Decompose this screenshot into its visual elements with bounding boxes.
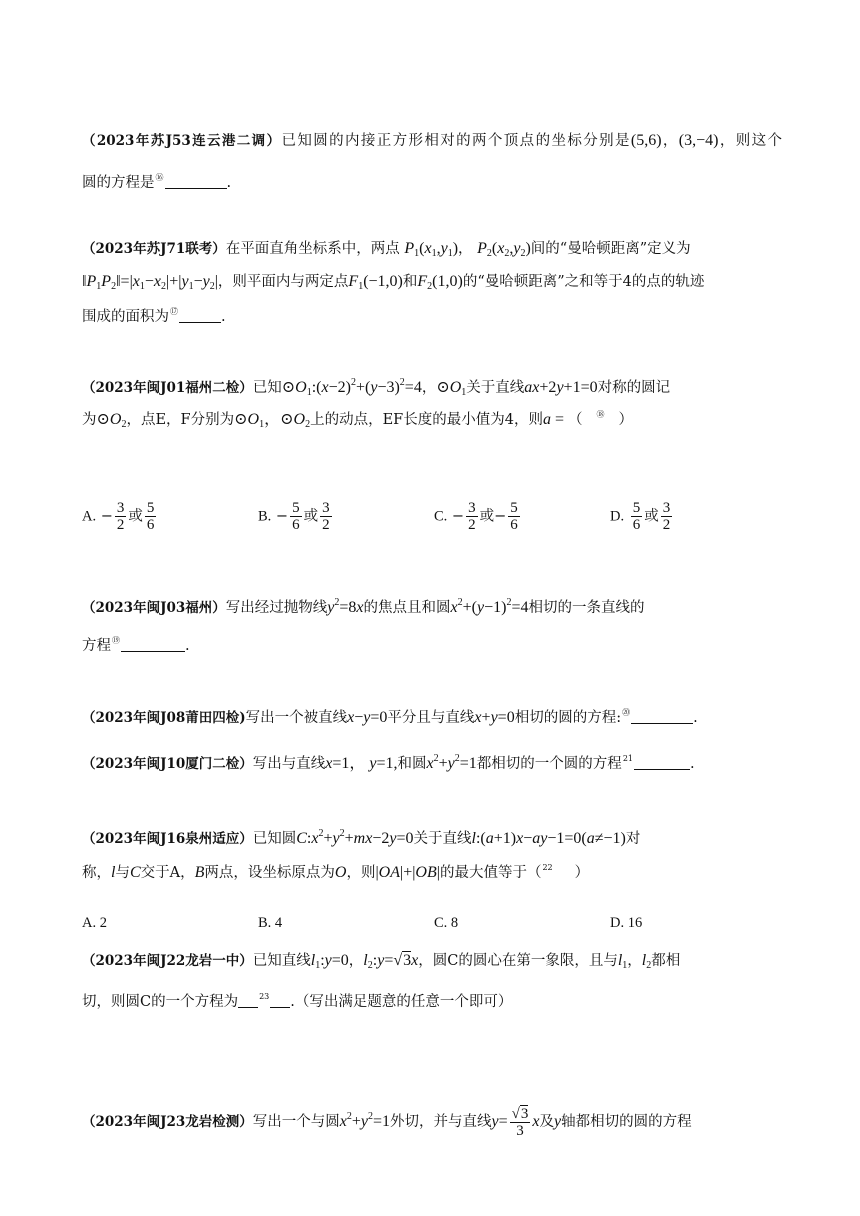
- problem-text: 在平面直角坐标系中，两点: [225, 241, 400, 257]
- math-expression: a: [542, 411, 551, 428]
- footnote-marker: ⑱: [596, 410, 605, 419]
- problem-text: 写出经过抛物线: [225, 600, 328, 616]
- punctuation: .: [221, 309, 226, 325]
- fraction: $\frac{3}{2}$: [116, 500, 125, 533]
- math-expression: x+y=0: [474, 709, 515, 726]
- problem-text: 围成的面积为: [82, 309, 169, 325]
- problem-text: 写出一个与圆: [252, 1114, 340, 1131]
- fraction: $\frac{5}{6}$: [146, 500, 155, 533]
- fraction: $\frac{3}{2}$: [468, 500, 476, 533]
- math-expression: ax+2y+1=0: [524, 379, 598, 396]
- fraction: $\frac{5}{6}$: [292, 500, 300, 533]
- problem-text: ，圆C的圆心在第一象限，且与: [418, 953, 618, 969]
- punctuation: ）: [618, 412, 633, 428]
- problem-text: 都相: [651, 953, 681, 969]
- problem-19-line-1: [82, 592, 782, 619]
- math-expression: y: [554, 1113, 562, 1131]
- math-expression: y= $\frac{√3}{3}$ x: [491, 1106, 540, 1139]
- math-expression: x=1， y=1,: [325, 755, 398, 772]
- math-expression: C: [129, 864, 141, 881]
- math-expression: $F_2(1,0)$: [417, 273, 463, 292]
- answer-blank: [179, 308, 221, 323]
- problem-19-line-2: [82, 630, 782, 657]
- problem-17-line-1: （2023年苏J71联考）在平面直角坐标系中，两点 $P_1(x_1,y_1)$， $P_2(x_2,y_2)$间的“曼哈顿距离”定义为: [82, 240, 691, 259]
- fraction: $\frac{5}{6}$: [510, 500, 518, 533]
- fraction: $\frac{5}{6}$: [632, 500, 641, 533]
- answer-blank: [238, 993, 258, 1008]
- math-expression: $(x_2,y_2)$: [491, 240, 531, 259]
- math-point: (3,−4): [678, 132, 719, 149]
- option-label: D.: [610, 508, 625, 525]
- problem-source: （2023年闽J03福州）: [82, 600, 226, 616]
- option-label: C.: [434, 508, 448, 525]
- problem-text: 相切的一条直线的: [528, 600, 645, 616]
- option-or: 或: [479, 508, 495, 525]
- answer-blank: [631, 709, 693, 724]
- problem-text: 已知直线: [252, 953, 311, 969]
- math-expression: $l_2$: [641, 952, 652, 971]
- problem-text: 外切，并与直线: [390, 1114, 492, 1131]
- problem-text: 已知圆的内接正方形相对的两个顶点的坐标分别是: [281, 133, 631, 149]
- answer-blank: [121, 637, 185, 652]
- problem-text: 对: [625, 831, 641, 847]
- problem-text: 写出与直线: [252, 756, 326, 772]
- punctuation: ）: [574, 865, 590, 881]
- problem-text: 轴都相切的圆的方程: [561, 1114, 692, 1131]
- math-expression: $l_1:y=0$: [310, 952, 349, 971]
- math-expression: $⊙O_1$: [436, 379, 467, 398]
- problem-17-line-3: [82, 301, 782, 328]
- problem-text: 切，则圆C的一个方程为: [82, 994, 239, 1010]
- punctuation: .: [690, 756, 695, 772]
- problem-source: （2023年闽J22龙岩一中）: [82, 953, 253, 969]
- problem-text: 和圆: [397, 756, 427, 772]
- option-label: B. 4: [258, 915, 283, 931]
- problem-text: ，则: [346, 865, 376, 881]
- problem-text: 写出一个被直线: [245, 710, 348, 726]
- problem-21-line-1: [82, 748, 782, 775]
- math-expression: $C:x^2+y^2+mx-2y=0$: [296, 828, 414, 847]
- footnote-marker: 22: [542, 863, 553, 872]
- option-label: C. 8: [434, 915, 459, 931]
- math-expression: $l_2:y=√3x$: [363, 952, 419, 971]
- option-d[interactable]: [610, 912, 642, 934]
- problem-source: （2023年闽J23龙岩检测）: [82, 1114, 253, 1131]
- option-or: 或: [644, 508, 659, 525]
- punctuation: （: [567, 412, 583, 428]
- problem-source: （2023年苏J71联考）: [82, 241, 226, 257]
- problem-text: 和: [402, 274, 418, 290]
- problem-text: 已知: [252, 380, 282, 396]
- problem-23-line-2: [82, 986, 782, 1013]
- problem-18-line-1: [82, 372, 782, 404]
- option-sign: −: [451, 508, 465, 525]
- problem-text: 间的“曼哈顿距离”定义为: [530, 241, 691, 257]
- problem-24-line-1: [82, 1106, 782, 1139]
- problem-text: 两点，设坐标原点为: [204, 865, 335, 881]
- option-label: D. 16: [610, 915, 643, 931]
- option-b[interactable]: [258, 912, 282, 934]
- problem-source: （2023年闽J01福州二检）: [82, 380, 253, 396]
- math-expression: $P_2$: [477, 240, 492, 259]
- problem-text: 的焦点且和圆: [363, 600, 451, 616]
- problem-text: 称，: [82, 865, 111, 881]
- option-sign: −: [275, 508, 289, 525]
- problem-text: 上的动点，EF长度的最小值为4，则: [310, 412, 543, 428]
- math-expression: O: [334, 864, 347, 881]
- footnote-marker: 23: [259, 992, 270, 1001]
- problem-text: 方程: [82, 638, 111, 654]
- option-c[interactable]: [434, 912, 458, 934]
- math-expression: $x^2+(y-1)^2=4$: [450, 597, 529, 616]
- problem-16-line-1: [82, 130, 782, 152]
- problem-text: ，则平面内与两定点: [217, 274, 349, 290]
- problem-text: 对称的圆记: [597, 380, 671, 396]
- math-expression: $P_1$: [404, 240, 420, 259]
- answer-blank: [165, 174, 227, 189]
- problem-text: .（写出满足题意的任意一个即可）: [290, 994, 513, 1010]
- option-or: 或: [128, 508, 143, 525]
- option-label: A.: [82, 508, 97, 525]
- math-expression: $F_1(-1,0)$: [348, 273, 403, 292]
- option-sign: −: [100, 508, 113, 525]
- problem-text: 关于直线: [466, 380, 525, 396]
- problem-text: ，则这个: [718, 133, 783, 149]
- problem-text: 的“曼哈顿距离”之和等于4的点的轨迹: [462, 274, 705, 290]
- fraction: $\frac{3}{2}$: [662, 500, 671, 533]
- problem-22-line-1: [82, 823, 782, 850]
- problem-text: 的最大值等于（: [439, 865, 542, 881]
- math-expression: $y^2=8x$: [327, 597, 364, 616]
- punctuation: ，: [661, 133, 679, 149]
- punctuation: .: [185, 638, 190, 654]
- footnote-marker: ⑯: [155, 173, 164, 182]
- punctuation: .: [226, 175, 232, 191]
- answer-blank: [634, 755, 690, 770]
- problem-text: 圆的方程是: [82, 175, 155, 191]
- problem-23-line-1: [82, 950, 782, 977]
- option-or: 或: [303, 508, 319, 525]
- problem-text: 平分且与直线: [387, 710, 475, 726]
- problem-text: 及: [539, 1114, 555, 1131]
- option-d[interactable]: [610, 500, 674, 533]
- problem-18-line-2: 为$⊙O_2$，点E，F分别为$⊙O_1$，$⊙O_2$上的动点，EF长度的最小值为4，则a = （ ⑱ ）: [82, 410, 633, 430]
- problem-source: （2023年闽J08莆田四检): [82, 710, 246, 726]
- option-label: A. 2: [82, 915, 107, 931]
- problem-text: 都相切的一个圆的方程: [476, 756, 622, 772]
- math-expression: $x^2+y^2=1$: [339, 1111, 391, 1131]
- footnote-marker: ⑰: [170, 307, 178, 316]
- punctuation: .: [693, 710, 698, 726]
- punctuation: ，: [627, 953, 642, 969]
- problem-text: ，点E，F分别为: [126, 412, 235, 428]
- punctuation: ，: [421, 380, 437, 396]
- option-c[interactable]: [434, 500, 522, 533]
- problem-text: 与: [115, 865, 130, 881]
- problem-22-line-2: [82, 857, 782, 884]
- problem-text: 相切的圆的方程:: [514, 710, 622, 726]
- option-label: B.: [258, 508, 272, 525]
- footnote-marker: ⑲: [112, 636, 120, 645]
- math-expression: $‖P_1P_2‖=|x_1-x_2|+|y_1-y_2|$: [82, 273, 218, 292]
- fraction: $\frac{3}{2}$: [322, 500, 330, 533]
- option-a[interactable]: [82, 500, 158, 533]
- answer-blank: [270, 993, 290, 1008]
- option-a[interactable]: [82, 912, 107, 934]
- math-expression: l: [111, 864, 116, 881]
- math-expression: $⊙O_1$，$⊙O_2$: [234, 411, 311, 430]
- math-expression: $⊙O_2$: [96, 411, 127, 430]
- problem-text: 关于直线: [413, 831, 472, 847]
- math-expression: B: [194, 864, 205, 881]
- problem-source: （2023年闽J16泉州适应）: [82, 831, 253, 847]
- math-expression: $x^2+y^2=1$: [426, 753, 477, 772]
- problem-text: 交于A，: [140, 865, 195, 881]
- math-expression: |OA|+|OB|: [375, 864, 440, 881]
- math-expression: $⊙O_1:(x-2)^2+(y-3)^2=4$: [281, 377, 422, 398]
- problem-20-line-1: [82, 702, 782, 729]
- problem-text: 为: [82, 412, 97, 428]
- math-expression: $l_1$: [617, 952, 628, 971]
- problem-16-line-2: [82, 167, 782, 194]
- footnote-marker: 21: [622, 754, 633, 763]
- punctuation: ，: [348, 953, 364, 969]
- problem-source: （2023年苏J53连云港二调）: [82, 133, 282, 149]
- option-sign: −: [494, 508, 507, 525]
- math-expression: x−y=0: [347, 709, 388, 726]
- math-expression: l:(a+1)x−ay−1=0(a≠−1): [471, 830, 626, 847]
- problem-text: 已知圆: [252, 831, 297, 847]
- math-expression: $(x_1,y_1)$: [419, 240, 459, 259]
- math-point: (5,6): [630, 132, 662, 149]
- problem-source: （2023年闽J10厦门二检）: [82, 756, 253, 772]
- problem-17-line-2: [82, 271, 782, 298]
- option-b[interactable]: [258, 500, 334, 533]
- footnote-marker: ⑳: [622, 708, 631, 717]
